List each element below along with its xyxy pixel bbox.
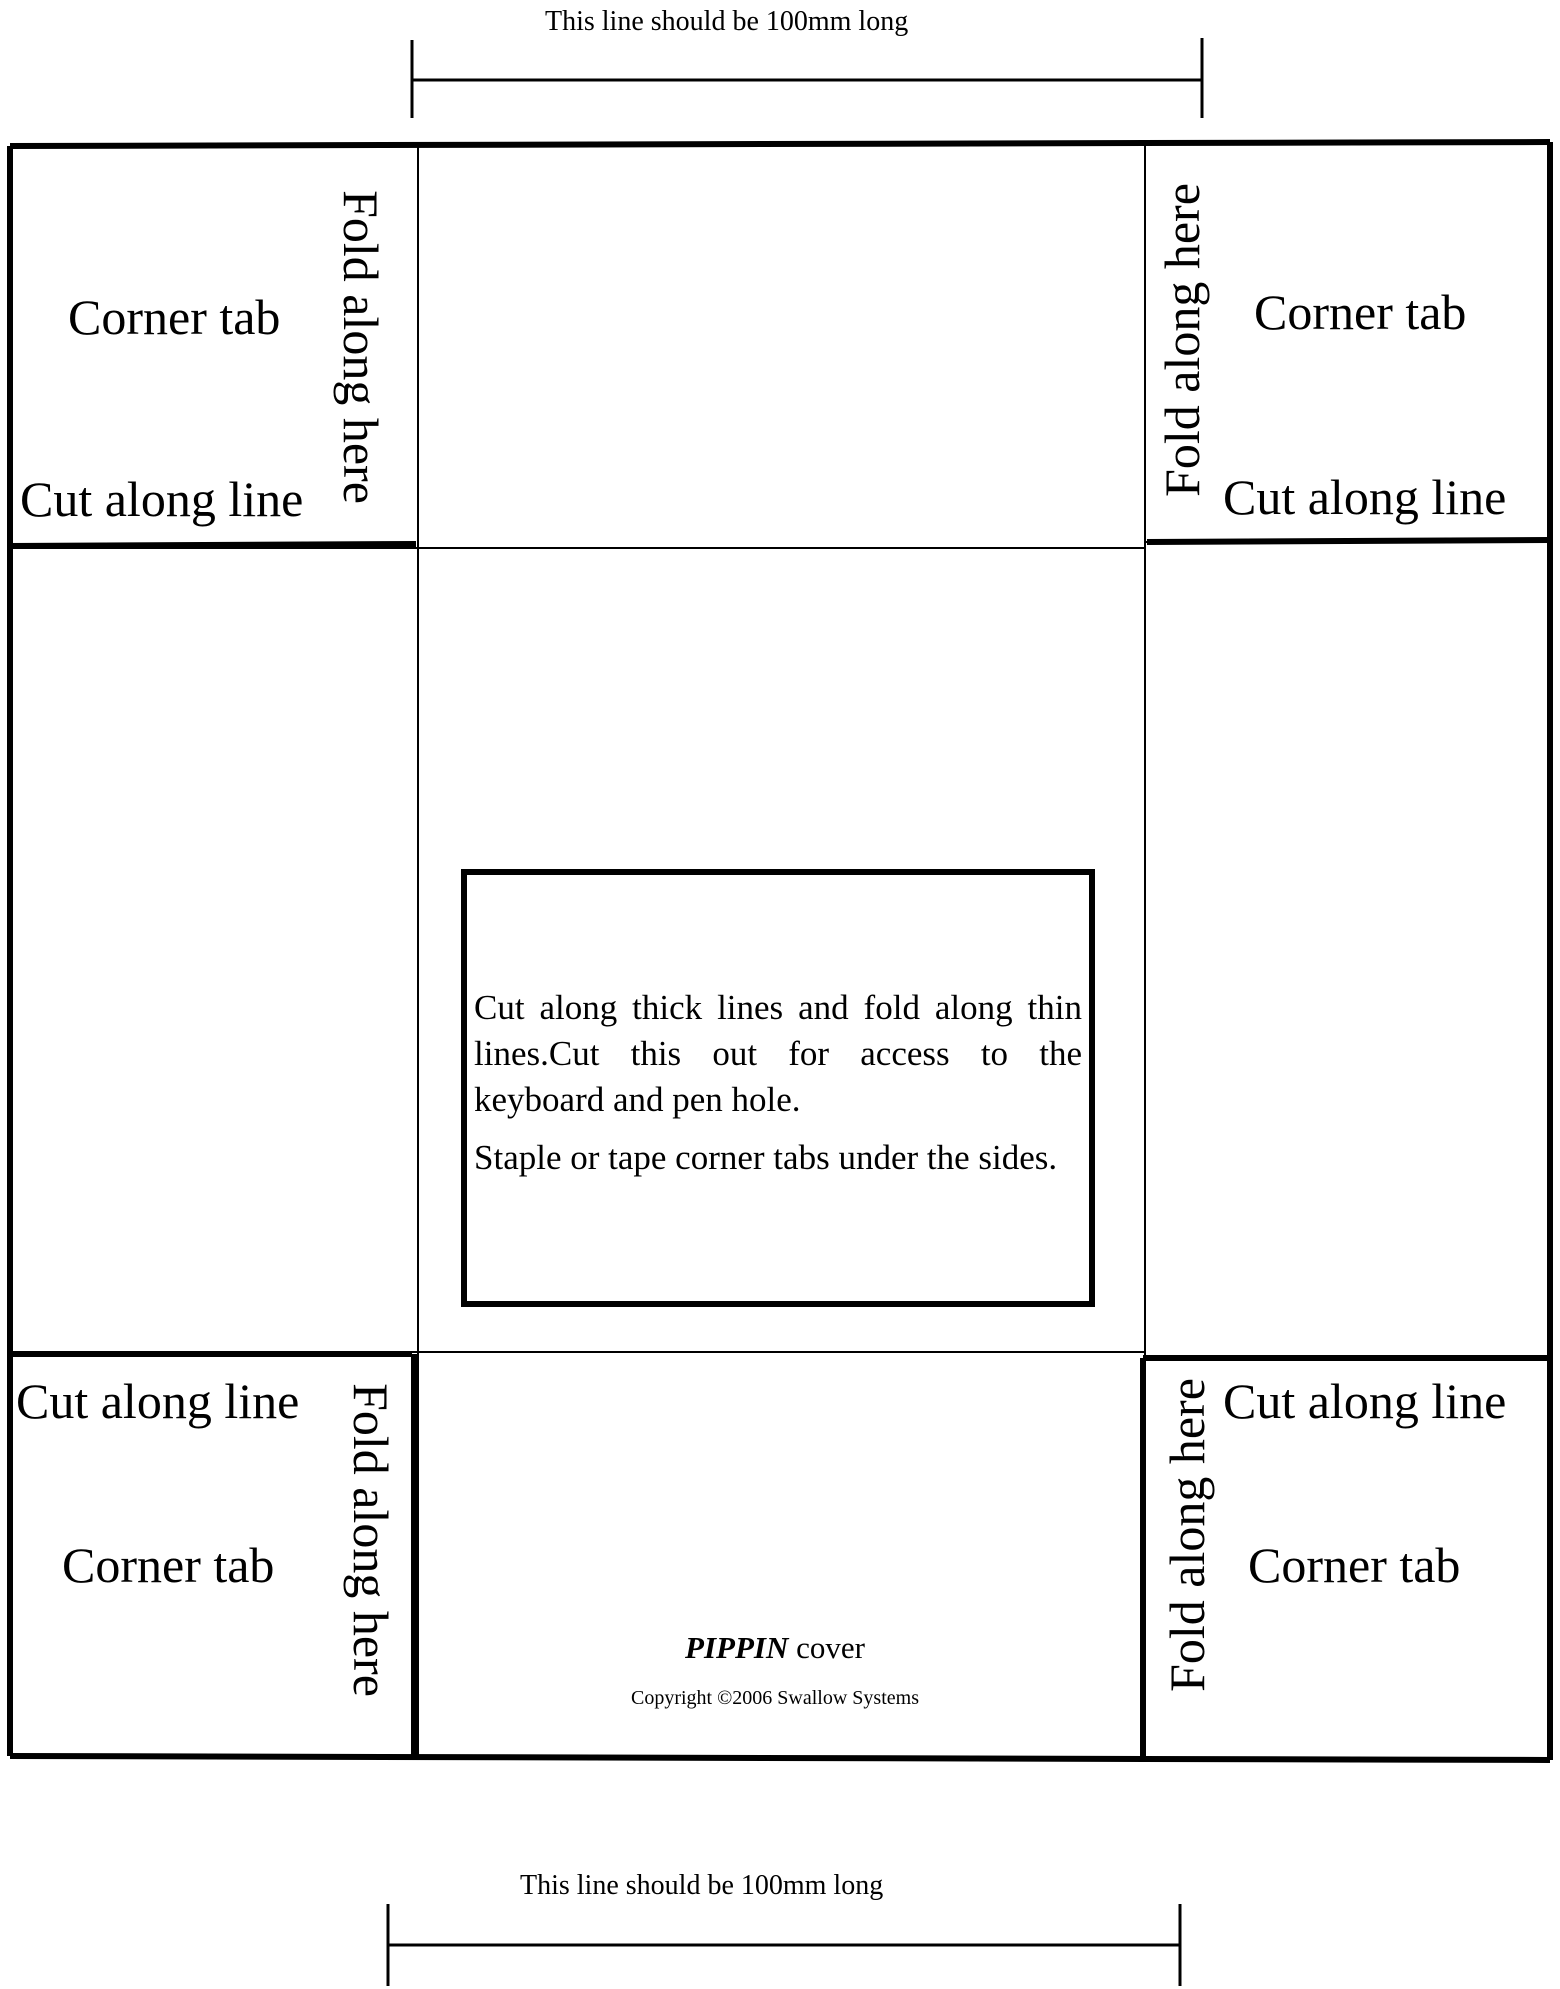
cut-label-tr: Cut along line [1223,469,1507,525]
fold-label-bl: Fold along here [342,1383,399,1697]
product-name: PIPPIN [685,1630,789,1665]
corner-tab-label-tr: Corner tab [1254,284,1467,340]
cut-label-tl: Cut along line [20,471,304,527]
instructions-para-1: Cut along thick lines and fold along thin lines.Cut this out for access to the keyboard and pen hole. [474,988,1082,1119]
corner-tab-label-br: Corner tab [1248,1537,1461,1593]
corner-tab-label-tl: Corner tab [68,289,281,345]
corner-tab-label-bl: Corner tab [62,1537,275,1593]
fold-label-tr: Fold along here [1153,183,1210,497]
ruler-top-label: This line should be 100mm long [545,6,909,37]
copyright: Copyright ©2006 Swallow Systems [631,1687,919,1709]
product-suffix: cover [788,1630,865,1665]
instructions-para-2: Staple or tape corner tabs under the sides. [474,1138,1058,1177]
ruler-bottom [0,1890,1560,1989]
fold-label-tl: Fold along here [332,190,389,504]
fold-label-br: Fold along here [1158,1378,1215,1692]
product-title [410,1630,1140,1666]
cut-label-br: Cut along line [1223,1373,1507,1429]
ruler-bottom-label: This line should be 100mm long [520,1870,884,1901]
cut-label-bl: Cut along line [16,1373,300,1429]
instructions [474,985,1082,1193]
